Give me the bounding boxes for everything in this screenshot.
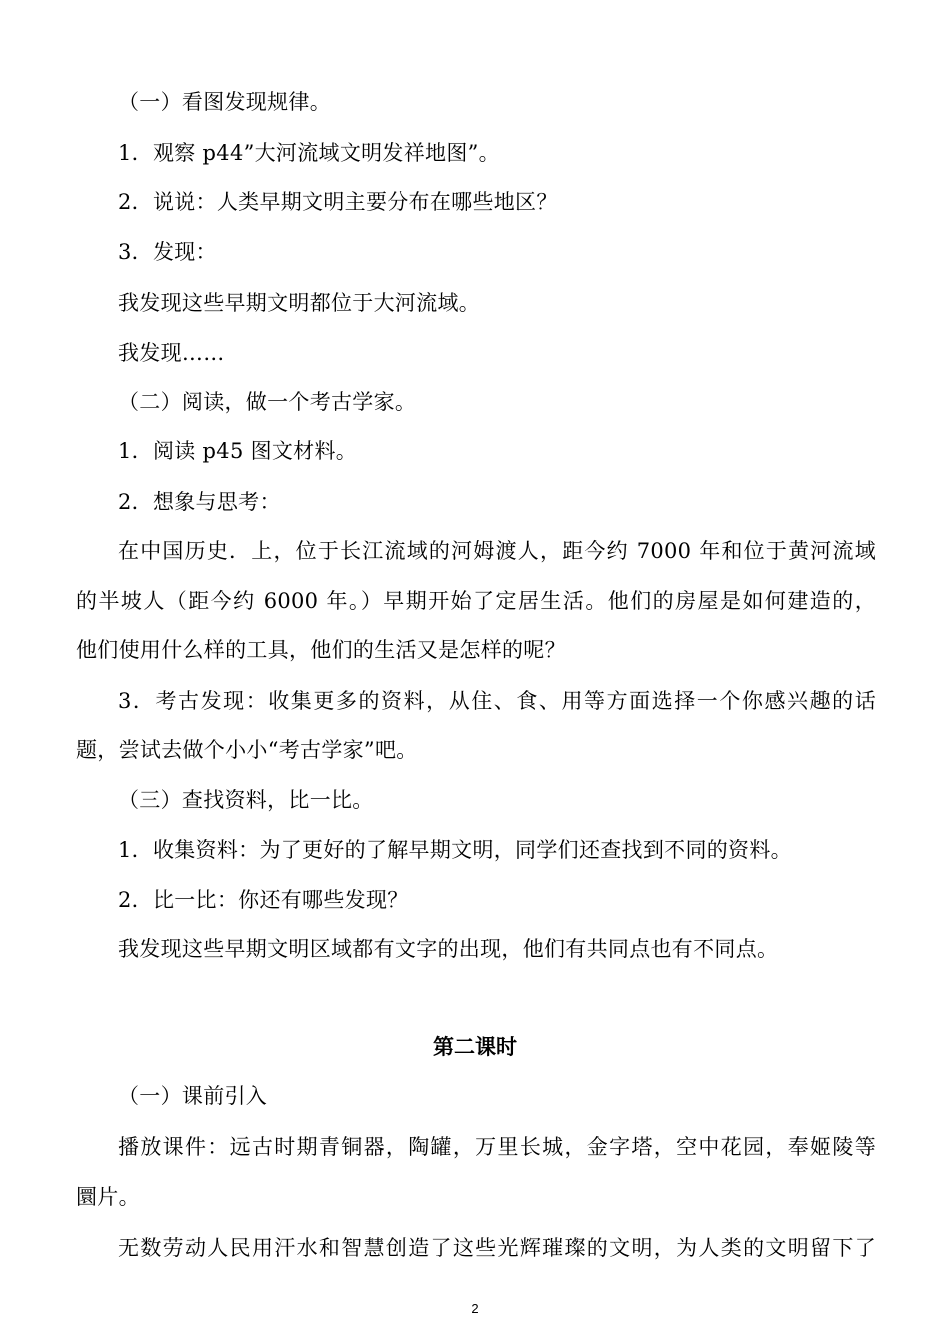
paragraph-line: 2．说说：人类早期文明主要分布在哪些地区？ <box>118 190 558 214</box>
paragraph-line: 我发现这些早期文明都位于大河流域。 <box>118 291 481 315</box>
paragraph-line: 他们使用什么样的工具，他们的生活又是怎样的呢？ <box>76 638 566 662</box>
paragraph-line: 2．比一比：你还有哪些发现？ <box>118 888 409 912</box>
paragraph-line: 在中国历史．上，位于长江流域的河姆渡人，距今约 7000 年和位于黄河流域 <box>118 539 876 563</box>
paragraph-line: 我发现这些早期文明区域都有文字的出现，他们有共同点也有不同点。 <box>118 937 779 961</box>
paragraph-line: 我发现…… <box>118 341 225 365</box>
paragraph-line: 的半坡人（距今约 6000 年。）早期开始了定居生活。他们的房屋是如何建造的， <box>76 589 876 613</box>
paragraph-line: 1．观察 p44”大河流域文明发祥地图”。 <box>118 141 500 165</box>
paragraph-line: 3．发现： <box>118 240 217 264</box>
subsection-heading-4: （一）课前引入 <box>118 1084 268 1108</box>
section-heading: 第二课时 <box>433 1035 517 1059</box>
subsection-heading-1: （一）看图发现规律。 <box>118 90 331 114</box>
paragraph-line: 1．阅读 p45 图文材料。 <box>118 439 358 463</box>
paragraph-line: 圜片。 <box>76 1185 140 1209</box>
subsection-heading-3: （三）查找资料，比一比。 <box>118 788 374 812</box>
paragraph-line: 播放课件：远古时期青铜器，陶罐，万里长城，金字塔，空中花园，奉姬陵等 <box>118 1135 876 1159</box>
subsection-heading-2: （二）阅读，做一个考古学家。 <box>118 390 417 414</box>
paragraph-line: 2．想象与思考： <box>118 490 281 514</box>
paragraph-line: 3．考古发现：收集更多的资料，从住、食、用等方面选择一个你感兴趣的话 <box>118 689 876 713</box>
paragraph-line: 1．收集资料：为了更好的了解早期文明，同学们还查找到不同的资料。 <box>118 838 792 862</box>
page-number: 2 <box>471 1301 479 1316</box>
paragraph-line: 题，尝试去做个小小“考古学家”吧。 <box>76 738 418 762</box>
paragraph-line: 无数劳动人民用汗水和智慧创造了这些光辉璀璨的文明，为人类的文明留下了 <box>118 1236 876 1260</box>
